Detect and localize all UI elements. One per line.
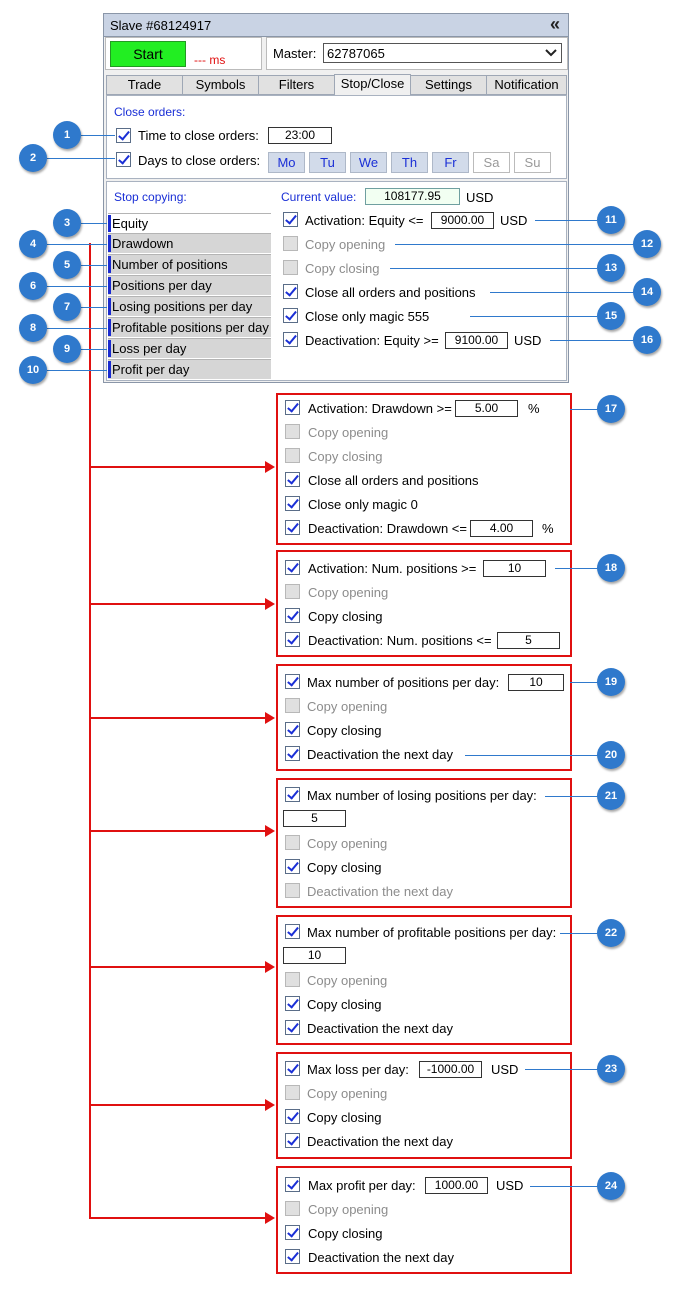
lossd-max-input[interactable]: -1000.00 — [419, 1061, 482, 1078]
ppd-max-label: Max number of positions per day: — [307, 675, 500, 690]
stop-item-positions-per-day[interactable]: Positions per day — [108, 275, 271, 295]
dd-close-magic-label: Close only magic 0 — [308, 497, 418, 512]
equity-copy-closing-label: Copy closing — [305, 261, 380, 276]
time-close-input[interactable]: 23:00 — [268, 127, 332, 144]
tree-branch-drawdown — [89, 466, 267, 468]
callout-badge-5: 5 — [53, 251, 81, 279]
lossd-deactivation-label: Deactivation the next day — [307, 1134, 453, 1149]
tree-branch-positions-per-day — [89, 717, 267, 719]
equity-close-magic-label: Close only magic 555 — [305, 309, 430, 324]
callout-badge-3: 3 — [53, 209, 81, 237]
tree-branch-profitable — [89, 966, 267, 968]
connector-13 — [390, 268, 597, 269]
connector-5 — [81, 265, 107, 266]
connector-24 — [530, 1186, 598, 1187]
tab-trade[interactable]: Trade — [106, 75, 183, 95]
close-orders-heading: Close orders: — [114, 105, 186, 119]
connector-14 — [490, 292, 635, 293]
slave-panel — [103, 13, 569, 383]
dd-activation-label: Activation: Drawdown >= — [308, 401, 452, 416]
arrow-num-positions — [265, 598, 275, 610]
master-label: Master: — [273, 46, 317, 61]
callout-badge-14: 14 — [633, 278, 661, 306]
connector-17 — [570, 409, 598, 410]
lossd-max-label: Max loss per day: — [307, 1062, 409, 1077]
dd-deactivation-input[interactable]: 4.00 — [470, 520, 533, 537]
prpd-max-checkbox[interactable] — [285, 924, 300, 939]
dd-copy-opening-checkbox[interactable] — [285, 424, 300, 439]
dd-deactivation-label: Deactivation: Drawdown <= — [308, 521, 467, 536]
equity-deactivation-label: Deactivation: Equity >= — [305, 333, 439, 348]
chevron-down-icon — [545, 49, 557, 57]
np-deactivation-label: Deactivation: Num. positions <= — [308, 633, 492, 648]
callout-badge-2: 2 — [19, 144, 47, 172]
np-copy-opening-label: Copy opening — [308, 585, 389, 600]
prpd-deactivation-checkbox[interactable] — [285, 1020, 300, 1035]
tab-settings[interactable]: Settings — [410, 75, 487, 95]
profd-deactivation-checkbox[interactable] — [285, 1249, 300, 1264]
ppd-max-checkbox[interactable] — [285, 674, 300, 689]
tab-filters[interactable]: Filters — [258, 75, 335, 95]
lossd-copy-closing-checkbox[interactable] — [285, 1109, 300, 1124]
connector-19 — [570, 682, 598, 683]
lossd-deactivation-checkbox[interactable] — [285, 1133, 300, 1148]
days-close-checkbox[interactable] — [116, 152, 131, 167]
profd-copy-opening-label: Copy opening — [308, 1202, 389, 1217]
np-activation-input[interactable]: 10 — [483, 560, 546, 577]
dd-copy-closing-checkbox[interactable] — [285, 448, 300, 463]
prpd-max-input[interactable]: 10 — [283, 947, 346, 964]
day-sa[interactable]: Sa — [473, 152, 510, 173]
day-mo[interactable]: Mo — [268, 152, 305, 173]
np-copy-closing-label: Copy closing — [308, 609, 383, 624]
arrow-loss — [265, 1099, 275, 1111]
lpd-max-checkbox[interactable] — [285, 787, 300, 802]
np-copy-closing-checkbox[interactable] — [285, 608, 300, 623]
callout-badge-8: 8 — [19, 314, 47, 342]
stop-item-profitable-positions-per-day[interactable]: Profitable positions per day — [108, 317, 271, 337]
dd-deactivation-checkbox[interactable] — [285, 520, 300, 535]
start-button[interactable]: Start — [110, 41, 186, 67]
lpd-deactivation-checkbox[interactable] — [285, 883, 300, 898]
tab-stop-close[interactable]: Stop/Close — [334, 74, 411, 96]
tree-vertical-line — [89, 243, 91, 1219]
callout-badge-13: 13 — [597, 254, 625, 282]
connector-2 — [47, 158, 115, 159]
callout-badge-11: 11 — [597, 206, 625, 234]
connector-21 — [545, 796, 598, 797]
profd-max-input[interactable]: 1000.00 — [425, 1177, 488, 1194]
lossd-copy-opening-checkbox[interactable] — [285, 1085, 300, 1100]
dd-activation-unit: % — [528, 401, 540, 416]
profd-copy-closing-checkbox[interactable] — [285, 1225, 300, 1240]
dd-deactivation-unit: % — [542, 521, 554, 536]
arrow-positions-per-day — [265, 712, 275, 724]
lossd-max-checkbox[interactable] — [285, 1061, 300, 1076]
connector-4 — [47, 244, 107, 245]
connector-12 — [395, 244, 635, 245]
stop-item-loss-per-day[interactable]: Loss per day — [108, 338, 271, 358]
equity-deactivation-input[interactable]: 9100.00 — [445, 332, 508, 349]
lpd-copy-opening-checkbox[interactable] — [285, 835, 300, 850]
connector-6 — [47, 286, 107, 287]
current-value-label: Current value: — [281, 190, 357, 204]
lpd-copy-closing-label: Copy closing — [307, 860, 382, 875]
callout-badge-22: 22 — [597, 919, 625, 947]
time-close-checkbox[interactable] — [116, 128, 131, 143]
connector-7 — [81, 307, 107, 308]
dd-close-all-checkbox[interactable] — [285, 472, 300, 487]
equity-deactivation-checkbox[interactable] — [283, 332, 298, 347]
tree-branch-profit — [89, 1217, 267, 1219]
equity-close-all-checkbox[interactable] — [283, 284, 298, 299]
equity-activation-input[interactable]: 9000.00 — [431, 212, 494, 229]
callout-badge-16: 16 — [633, 326, 661, 354]
current-value-field: 108177.95 — [365, 188, 460, 205]
callout-badge-20: 20 — [597, 741, 625, 769]
connector-11 — [535, 220, 597, 221]
callout-badge-10: 10 — [19, 356, 47, 384]
arrow-drawdown — [265, 461, 275, 473]
callout-badge-24: 24 — [597, 1172, 625, 1200]
callout-badge-18: 18 — [597, 554, 625, 582]
days-close-label: Days to close orders: — [138, 153, 261, 168]
connector-22 — [560, 933, 598, 934]
callout-badge-12: 12 — [633, 230, 661, 258]
collapse-icon[interactable]: « — [549, 14, 560, 34]
equity-copy-opening-label: Copy opening — [305, 237, 386, 252]
time-close-label: Time to close orders: — [138, 128, 259, 143]
callout-badge-4: 4 — [19, 230, 47, 258]
equity-deactivation-currency: USD — [514, 333, 542, 348]
equity-close-magic-checkbox[interactable] — [283, 308, 298, 323]
profd-max-label: Max profit per day: — [308, 1178, 416, 1193]
day-su[interactable]: Su — [514, 152, 551, 173]
dd-close-all-label: Close all orders and positions — [308, 473, 479, 488]
connector-10 — [47, 370, 107, 371]
equity-close-all-label: Close all orders and positions — [305, 285, 476, 300]
prpd-copy-opening-checkbox[interactable] — [285, 972, 300, 987]
arrow-losing — [265, 825, 275, 837]
latency-label: --- ms — [194, 53, 226, 67]
lpd-copy-opening-label: Copy opening — [307, 836, 388, 851]
dd-copy-closing-label: Copy closing — [308, 449, 383, 464]
arrow-profitable — [265, 961, 275, 973]
current-value-currency: USD — [466, 190, 494, 205]
tab-notification[interactable]: Notification — [486, 75, 567, 95]
tree-branch-loss — [89, 1104, 267, 1106]
callout-badge-9: 9 — [53, 335, 81, 363]
arrow-profit — [265, 1212, 275, 1224]
lossd-currency: USD — [491, 1062, 519, 1077]
lpd-deactivation-label: Deactivation the next day — [307, 884, 453, 899]
callout-badge-7: 7 — [53, 293, 81, 321]
stop-copying-heading: Stop copying: — [114, 190, 187, 204]
connector-20 — [465, 755, 598, 756]
master-value: 62787065 — [327, 46, 385, 61]
equity-activation-label: Activation: Equity <= — [305, 213, 424, 228]
ppd-deactivation-label: Deactivation the next day — [307, 747, 453, 762]
dd-copy-opening-label: Copy opening — [308, 425, 389, 440]
profd-copy-closing-label: Copy closing — [308, 1226, 383, 1241]
callout-badge-17: 17 — [597, 395, 625, 423]
lpd-max-input[interactable]: 5 — [283, 810, 346, 827]
connector-3 — [81, 223, 107, 224]
stop-item-losing-positions-per-day[interactable]: Losing positions per day — [108, 296, 271, 316]
callout-badge-15: 15 — [597, 302, 625, 330]
prpd-copy-opening-label: Copy opening — [307, 973, 388, 988]
ppd-copy-opening-checkbox[interactable] — [285, 698, 300, 713]
connector-16 — [550, 340, 635, 341]
profd-currency: USD — [496, 1178, 524, 1193]
equity-activation-checkbox[interactable] — [283, 212, 298, 227]
callout-badge-19: 19 — [597, 668, 625, 696]
callout-badge-6: 6 — [19, 272, 47, 300]
prpd-deactivation-label: Deactivation the next day — [307, 1021, 453, 1036]
prpd-copy-closing-label: Copy closing — [307, 997, 382, 1012]
profd-max-checkbox[interactable] — [285, 1177, 300, 1192]
equity-activation-currency: USD — [500, 213, 528, 228]
stop-item-equity[interactable]: Equity — [108, 213, 271, 233]
connector-9 — [81, 349, 107, 350]
profd-copy-opening-checkbox[interactable] — [285, 1201, 300, 1216]
day-fr[interactable]: Fr — [432, 152, 469, 173]
connector-18 — [555, 568, 598, 569]
equity-copy-opening-checkbox[interactable] — [283, 236, 298, 251]
lossd-copy-opening-label: Copy opening — [307, 1086, 388, 1101]
ppd-copy-closing-checkbox[interactable] — [285, 722, 300, 737]
connector-1 — [81, 135, 115, 136]
stop-item-number-of-positions[interactable]: Number of positions — [108, 254, 271, 274]
lpd-copy-closing-checkbox[interactable] — [285, 859, 300, 874]
prpd-copy-closing-checkbox[interactable] — [285, 996, 300, 1011]
title-bar — [104, 14, 568, 37]
ppd-deactivation-checkbox[interactable] — [285, 746, 300, 761]
tree-branch-losing — [89, 830, 267, 832]
dd-close-magic-checkbox[interactable] — [285, 496, 300, 511]
callout-badge-1: 1 — [53, 121, 81, 149]
profd-deactivation-label: Deactivation the next day — [308, 1250, 454, 1265]
callout-badge-21: 21 — [597, 782, 625, 810]
stop-item-drawdown[interactable]: Drawdown — [108, 233, 271, 253]
day-we[interactable]: We — [350, 152, 387, 173]
ppd-copy-closing-label: Copy closing — [307, 723, 382, 738]
prpd-max-label: Max number of profitable positions per day: — [307, 925, 557, 940]
tab-symbols[interactable]: Symbols — [182, 75, 259, 95]
equity-copy-closing-checkbox[interactable] — [283, 260, 298, 275]
stop-item-profit-per-day[interactable]: Profit per day — [108, 359, 271, 379]
np-copy-opening-checkbox[interactable] — [285, 584, 300, 599]
np-deactivation-checkbox[interactable] — [285, 632, 300, 647]
ppd-max-input[interactable]: 10 — [508, 674, 564, 691]
tree-branch-num-positions — [89, 603, 267, 605]
lossd-copy-closing-label: Copy closing — [307, 1110, 382, 1125]
connector-8 — [47, 328, 107, 329]
day-th[interactable]: Th — [391, 152, 428, 173]
day-tu[interactable]: Tu — [309, 152, 346, 173]
lpd-max-label: Max number of losing positions per day: — [307, 788, 537, 803]
connector-15 — [470, 316, 597, 317]
np-activation-checkbox[interactable] — [285, 560, 300, 575]
window-title: Slave #68124917 — [110, 18, 212, 33]
dd-activation-input[interactable]: 5.00 — [455, 400, 518, 417]
callout-badge-23: 23 — [597, 1055, 625, 1083]
np-activation-label: Activation: Num. positions >= — [308, 561, 477, 576]
np-deactivation-input[interactable]: 5 — [497, 632, 560, 649]
master-select[interactable] — [323, 43, 562, 63]
connector-23 — [525, 1069, 598, 1070]
dd-activation-checkbox[interactable] — [285, 400, 300, 415]
ppd-copy-opening-label: Copy opening — [307, 699, 388, 714]
